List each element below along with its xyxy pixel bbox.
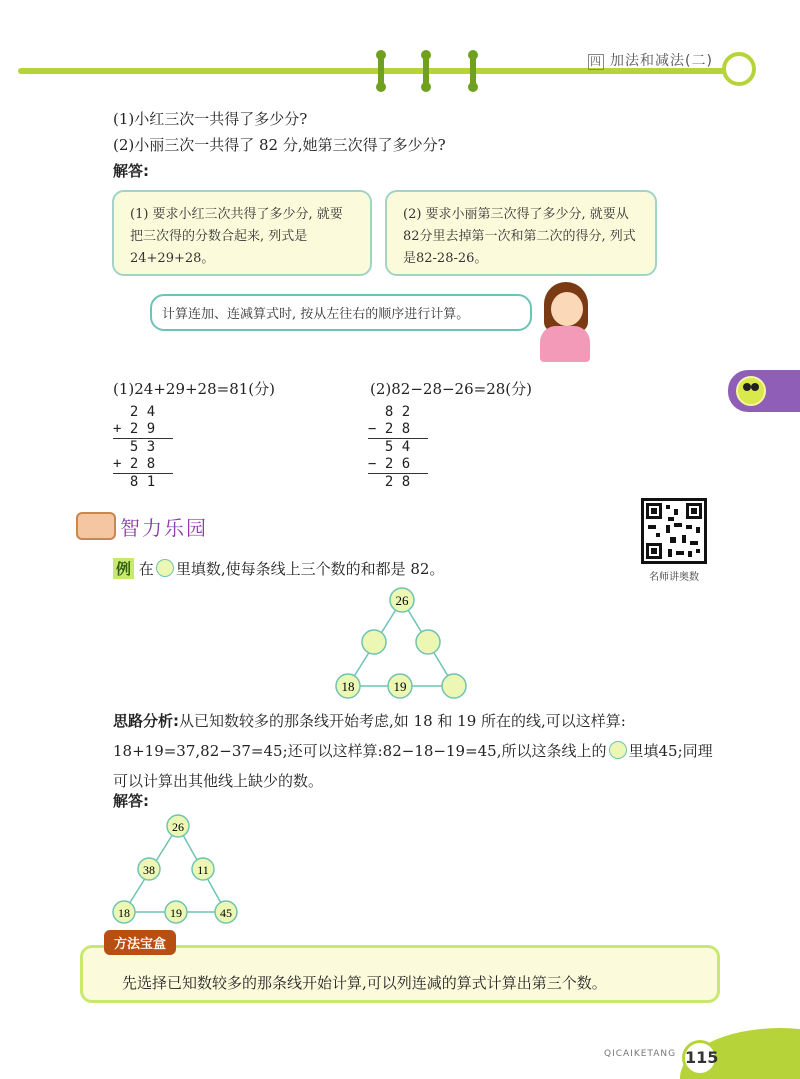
vertical-calc-1: [113, 404, 173, 491]
node-blank[interactable]: [362, 630, 386, 654]
node-value: 26: [395, 593, 409, 608]
chapter-title: 加法和减法(二): [610, 53, 713, 69]
node-bottom-mid: [165, 901, 187, 923]
node-value: 18: [341, 679, 355, 694]
vc2-row: 5 4: [368, 439, 411, 455]
puzzle-icon: [76, 512, 116, 540]
vc2-row: − 2 6: [368, 456, 411, 472]
example-text-after: 里填数,使每条线上三个数的和都是 82。: [175, 560, 445, 578]
page-number: 115: [682, 1040, 718, 1076]
analysis-part-2: 里填45;同理可以计算出其他线上缺少的数。: [113, 742, 713, 790]
vc2-row: − 2 8: [368, 421, 411, 437]
question-2: (2)小丽三次一共得了 82 分,她第三次得了多少分?: [113, 136, 446, 154]
node-value: 19: [170, 906, 182, 920]
girl-face: [551, 292, 583, 326]
example-line: [113, 558, 444, 579]
vc1-row: + 2 9: [113, 421, 156, 437]
triangle-puzzle: [330, 582, 476, 704]
question-1: (1)小红三次一共得了多少分?: [113, 110, 308, 128]
vc1-row: 2 4: [113, 404, 156, 420]
node-blank[interactable]: [442, 674, 466, 698]
tip-bubble: 计算连加、连减算式时, 按从左往右的顺序进行计算。: [150, 294, 532, 331]
header-peg: [470, 52, 476, 90]
analysis-part-1: 从已知数较多的那条线开始考虑,如 18 和 19 所在的线,可以这样算: 18+19=37,82−37=45;还可以这样算:82−18−19=45,所以这条线上的: [113, 712, 626, 760]
vertical-calc-2: [368, 404, 428, 491]
node-bottom-left: [113, 901, 135, 923]
node-value: 19: [393, 679, 407, 694]
example-badge: 例: [113, 558, 134, 579]
chapter-number: 四: [590, 55, 602, 68]
qr-code[interactable]: [641, 498, 707, 564]
footer-brand: QICAIKETANG: [604, 1049, 677, 1059]
vc1-row: 5 3: [113, 439, 156, 455]
node-value: 45: [220, 906, 232, 920]
method-tag: 方法宝盒: [104, 930, 176, 955]
analysis-label: 思路分析:: [113, 712, 179, 730]
example-text-before: 在: [138, 560, 154, 578]
frog-icon: [736, 376, 766, 406]
node-top: [167, 815, 189, 837]
blank-circle-icon: [156, 559, 174, 577]
hint-bubble-2: (2) 要求小丽第三次得了多少分, 就要从82分里去掉第一次和第二次的得分, 列式是82-28-26。: [385, 190, 657, 276]
node-value: 26: [172, 820, 184, 834]
node-bottom-right: [215, 901, 237, 923]
node-bottom-left: [336, 674, 360, 698]
blank-circle-icon: [609, 741, 627, 759]
triangle-answer: [106, 812, 246, 928]
vc1-row: + 2 8: [113, 456, 156, 472]
node-value: 38: [143, 863, 155, 877]
node-value: 18: [118, 906, 130, 920]
header-badge-icon: [722, 52, 756, 86]
hint-bubble-1: (1) 要求小红三次共得了多少分, 就要把三次得的分数合起来, 列式是24+29+28。: [112, 190, 372, 276]
chapter-header: [588, 50, 713, 70]
node-blank[interactable]: [416, 630, 440, 654]
equation-1: (1)24+29+28=81(分): [113, 380, 276, 398]
vc2-row: 2 8: [368, 474, 411, 490]
equation-2: (2)82−28−26=28(分): [370, 380, 533, 398]
header-peg: [423, 52, 429, 90]
answer-label-2: 解答:: [113, 792, 149, 810]
analysis-paragraph: [113, 706, 723, 796]
node-value: 11: [197, 863, 209, 877]
node-mid-right: [192, 858, 214, 880]
node-mid-left: [138, 858, 160, 880]
girl-body: [540, 326, 590, 362]
vc2-row: 8 2: [368, 404, 411, 420]
section-title: 智力乐园: [120, 516, 208, 540]
header-peg: [378, 52, 384, 90]
node-bottom-mid: [388, 674, 412, 698]
answer-label: 解答:: [113, 162, 149, 180]
vc1-row: 8 1: [113, 474, 156, 490]
method-text: 先选择已知数较多的那条线开始计算,可以列连减的算式计算出第三个数。: [122, 974, 607, 992]
node-top: [390, 588, 414, 612]
qr-caption: 名师讲奥数: [649, 572, 699, 583]
